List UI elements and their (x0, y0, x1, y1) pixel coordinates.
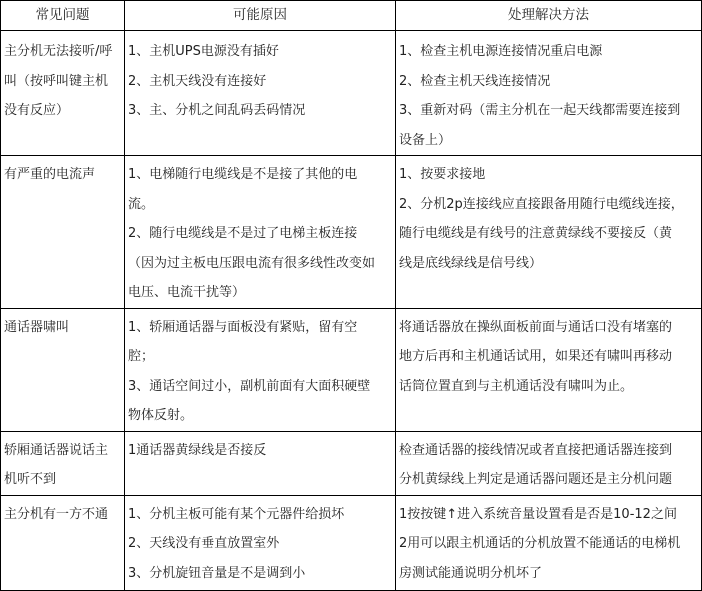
problem-line: 有严重的电流声 (4, 167, 96, 182)
problem-line: 机听不到 (4, 472, 57, 487)
solution-line: 话筒位置直到与主机通话没有啸叫为止。 (399, 378, 634, 394)
header-solution: 处理解决方法 (396, 1, 702, 31)
problem-cell (1, 31, 125, 156)
header-row (1, 1, 702, 31)
solution-cell (396, 431, 702, 495)
problem-line: 通话器啸叫 (4, 319, 70, 335)
problem-line: 主分机无法接听/呼 (4, 44, 113, 59)
cause-line: 电压、电流干扰等） (128, 285, 246, 300)
solution-cell (396, 495, 702, 590)
problem-line: 轿厢通话器说话主 (4, 442, 109, 458)
cause-line: 流。 (128, 196, 155, 212)
table-row (1, 156, 702, 309)
solution-line: 地方后再和主机通话试用，如果还有啸叫再移动 (399, 349, 673, 364)
cause-line: 1、轿厢通话器与面板没有紧贴，留有空 (128, 319, 358, 335)
solution-line: 设备上） (399, 132, 452, 148)
cause-cell (125, 495, 396, 590)
cause-line: 物体反射。 (128, 408, 194, 423)
cause-line: 3、主、分机之间乱码丢码情况 (128, 103, 306, 118)
table-row (1, 495, 702, 590)
cause-cell (125, 431, 396, 495)
cause-line: 2、主机天线没有连接好 (128, 73, 267, 89)
solution-line: 检查通话器的接线情况或者直接把通话器连接到 (399, 442, 673, 458)
header-problem: 常见问题 (1, 1, 125, 31)
solution-line: 1、检查主机电源连接情况重启电源 (399, 44, 603, 59)
solution-line: 3、重新对码（需主分机在一起天线都需要连接到 (399, 103, 681, 118)
problem-line: 没有反应） (4, 103, 70, 118)
cause-line: 1、分机主板可能有某个元器件给损坏 (128, 506, 345, 522)
problem-cell (1, 156, 125, 309)
cause-line: （因为过主板电压跟电流有很多线性改变如 (128, 255, 376, 271)
cause-line: 2、随行电缆线是不是过了电梯主板连接 (128, 226, 358, 241)
cause-line: 1通话器黄绿线是否接反 (128, 442, 267, 458)
solution-line: 分机黄绿线上判定是通话器问题还是主分机问题 (399, 472, 673, 487)
cause-line: 1、主机UPS电源没有插好 (128, 44, 279, 59)
solution-line: 2、分机2p连接线应直接跟备用随行电缆线连接， (399, 196, 684, 212)
solution-line: 2、检查主机天线连接情况 (399, 73, 551, 89)
problem-cell (1, 431, 125, 495)
solution-line: 房测试能通说明分机坏了 (399, 565, 543, 581)
cause-line: 3、通话空间过小，副机前面有大面积硬壁 (128, 378, 371, 394)
problem-cell (1, 495, 125, 590)
solution-line: 2用可以跟主机通话的分机放置不能通话的电梯机 (399, 536, 681, 551)
header-cause: 可能原因 (125, 1, 396, 31)
table-row (1, 31, 702, 156)
table-row (1, 431, 702, 495)
cause-cell (125, 308, 396, 431)
solution-cell (396, 308, 702, 431)
solution-line: 线是底线绿线是信号线） (399, 255, 543, 271)
solution-line: 随行电缆线是有线号的注意黄绿线不要接反（黄 (399, 226, 673, 241)
cause-line: 3、分机旋钮音量是不是调到小 (128, 565, 306, 581)
solution-cell (396, 31, 702, 156)
solution-line: 1、按要求接地 (399, 167, 486, 182)
cause-line: 2、天线没有垂直放置室外 (128, 536, 280, 551)
cause-line: 腔； (128, 349, 155, 364)
solution-line: 将通话器放在操纵面板前面与通话口没有堵塞的 (399, 319, 673, 335)
solution-line: 1按按键↑进入系统音量设置看是否是10-12之间 (399, 506, 677, 522)
cause-cell (125, 156, 396, 309)
cause-line: 1、电梯随行电缆线是不是接了其他的电 (128, 167, 358, 182)
problem-line: 主分机有一方不通 (4, 506, 109, 522)
solution-cell (396, 156, 702, 309)
problem-cell (1, 308, 125, 431)
problem-line: 叫（按呼叫键主机 (4, 73, 109, 89)
cause-cell (125, 31, 396, 156)
table-row (1, 308, 702, 431)
